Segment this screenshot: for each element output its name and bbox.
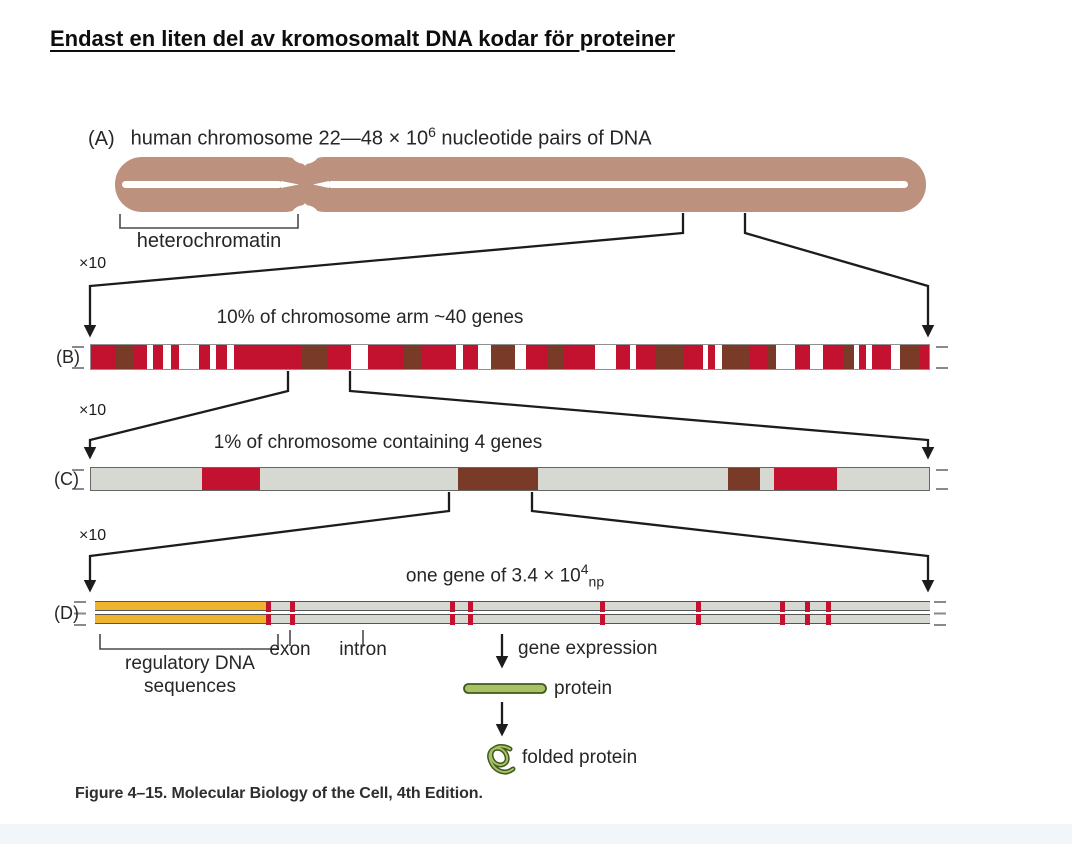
band-segment [538, 468, 728, 490]
band-segment [920, 345, 929, 369]
figure-caption: Figure 4–15. Molecular Biology of the Cell, 4th Edition. [75, 785, 483, 802]
section-a-caption-sup: 6 [428, 124, 436, 140]
band-segment [722, 345, 749, 369]
panel-letter-a: (A) [88, 127, 115, 150]
exon-mark [468, 601, 473, 612]
band-segment [708, 345, 715, 369]
zoom-connector-ab-right [745, 213, 928, 335]
section-b-title: 10% of chromosome arm ~40 genes [216, 307, 524, 328]
heterochromatin-bracket [120, 214, 298, 228]
regulatory-dna-region [95, 602, 266, 610]
protein-bar [464, 684, 546, 693]
intron-label: intron [339, 639, 387, 660]
gene-expression-label: gene expression [518, 638, 658, 659]
band-segment [900, 345, 920, 369]
exon-mark [468, 614, 473, 625]
exon-mark [805, 601, 810, 612]
gene-double-strand-bar [95, 601, 930, 627]
band-segment [656, 345, 684, 369]
panel-letter-b: (B) [56, 347, 80, 367]
panel-letter-d: (D) [54, 603, 79, 623]
band-segment [478, 345, 491, 369]
exon-mark [600, 614, 605, 625]
exon-mark [805, 614, 810, 625]
band-segment [776, 345, 795, 369]
gene-strand-bottom [95, 614, 930, 624]
exon-mark [696, 601, 701, 612]
band-segment [768, 345, 775, 369]
exon-mark [290, 601, 295, 612]
band-segment [843, 345, 855, 369]
zoom-factor-label-ab: ×10 [79, 255, 107, 272]
band-segment [616, 345, 629, 369]
folded-protein-label: folded protein [522, 747, 638, 768]
section-d-title-sup: 4 [580, 561, 589, 577]
regulatory-dna-region [95, 615, 266, 623]
section-a-caption-text-after: nucleotide pairs of DNA [435, 127, 652, 150]
band-segment [216, 345, 227, 369]
section-d-title-text: one gene of 3.4 × 10 [405, 565, 581, 587]
band-segment [749, 345, 768, 369]
band-segment [491, 345, 514, 369]
band-segment [728, 468, 760, 490]
band-segment [636, 345, 656, 369]
centromere-notch-bottom [291, 205, 319, 227]
protein-label: protein [554, 678, 613, 699]
chromosome-region-band-bar [90, 467, 930, 491]
band-segment [351, 345, 368, 369]
folded-protein-icon [490, 747, 513, 772]
band-segment [872, 345, 891, 369]
exon-mark [266, 601, 271, 612]
heterochromatin-label: heterochromatin [136, 230, 282, 252]
exon-mark [450, 614, 455, 625]
exon-mark [290, 614, 295, 625]
zoom-factor-label-cd: ×10 [79, 527, 107, 544]
band-segment [91, 468, 202, 490]
section-a-caption-text: human chromosome 22—48 × 10 [130, 127, 429, 150]
band-segment [171, 345, 178, 369]
band-segment [456, 345, 463, 369]
band-segment [630, 345, 637, 369]
band-segment [715, 345, 722, 369]
band-segment [515, 345, 527, 369]
section-d-title-sub: np [588, 573, 605, 590]
band-segment [199, 345, 210, 369]
band-segment [810, 345, 822, 369]
band-segment [463, 345, 478, 369]
band-segment [837, 468, 929, 490]
band-segment [116, 345, 134, 369]
band-segment [368, 345, 404, 369]
band-segment [760, 468, 774, 490]
regulatory-dna-label-line1: regulatory DNA [125, 653, 255, 674]
band-segment [684, 345, 702, 369]
exon-mark [780, 614, 785, 625]
band-segment [404, 345, 421, 369]
panel-letter-c: (C) [54, 469, 79, 489]
section-c-title: 1% of chromosome containing 4 genes [213, 432, 543, 453]
page-title: Endast en liten del av kromosomalt DNA kodar för proteiner [50, 26, 676, 51]
zoom-factor-label-bc: ×10 [79, 402, 107, 419]
band-segment [179, 345, 199, 369]
gene-strand-top [95, 601, 930, 611]
exon-label: exon [269, 639, 311, 660]
band-segment [891, 345, 900, 369]
exon-mark [780, 601, 785, 612]
band-segment [859, 345, 866, 369]
chromosome-arm-band-bar [90, 344, 930, 370]
band-segment [526, 345, 548, 369]
exon-mark [696, 614, 701, 625]
band-segment [458, 468, 538, 490]
exon-mark [826, 614, 831, 625]
chromosome-graphic [115, 142, 926, 227]
band-segment [823, 345, 843, 369]
band-segment [595, 345, 617, 369]
band-segment [795, 345, 811, 369]
band-segment [227, 345, 234, 369]
band-segment [163, 345, 171, 369]
exon-mark [450, 601, 455, 612]
band-segment [328, 345, 351, 369]
band-segment [774, 468, 837, 490]
section-a-caption [88, 124, 652, 151]
band-segment [563, 345, 595, 369]
band-segment [202, 468, 260, 490]
band-segment [134, 345, 147, 369]
exon-mark [826, 601, 831, 612]
band-segment [421, 345, 456, 369]
regulatory-bracket [100, 634, 278, 649]
band-segment [153, 345, 163, 369]
band-segment [234, 345, 300, 369]
band-segment [548, 345, 564, 369]
exon-mark [266, 614, 271, 625]
band-segment [301, 345, 328, 369]
band-segment [260, 468, 458, 490]
exon-mark [600, 601, 605, 612]
band-segment [210, 345, 217, 369]
regulatory-dna-label-line2: sequences [144, 676, 236, 697]
band-segment [91, 345, 116, 369]
section-d-title [330, 561, 680, 589]
